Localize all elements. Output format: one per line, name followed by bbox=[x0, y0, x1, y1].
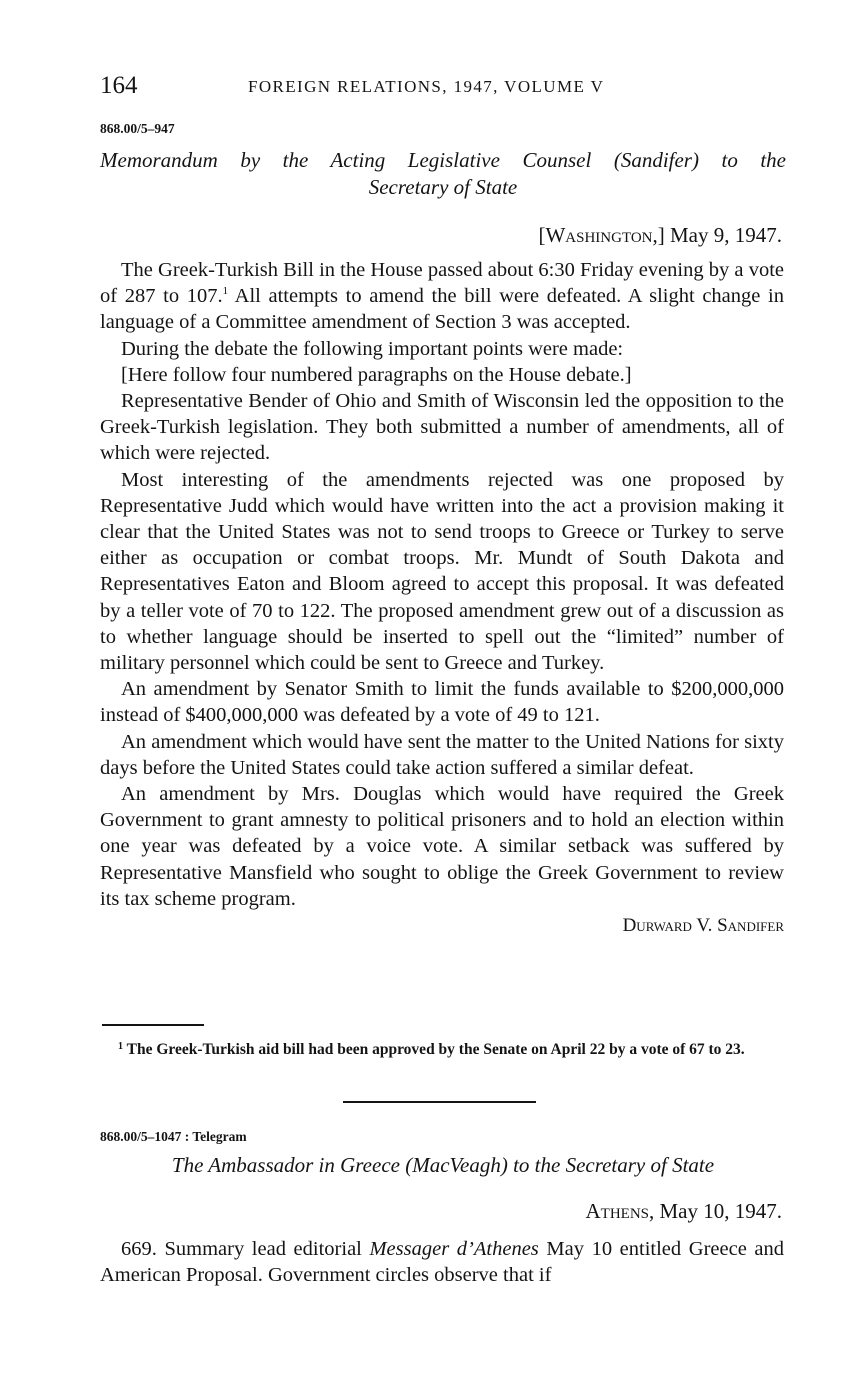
telegram-body bbox=[100, 1236, 784, 1288]
paragraph: An amendment which would have sent the matter to the United Nations for sixty days before the United States could take action suffered a similar defeat. bbox=[100, 730, 784, 779]
footnote-mark: 1 bbox=[118, 1041, 123, 1052]
file-reference: 868.00/5–1047 : Telegram bbox=[100, 1129, 247, 1144]
dateline-date: May 10, 1947. bbox=[659, 1199, 782, 1223]
dateline-date: May 9, 1947. bbox=[670, 223, 782, 247]
footnote-text: The Greek-Turkish aid bill had been approved by the Senate on April 22 by a vote of 67 to 23. bbox=[126, 1041, 745, 1058]
page-number: 164 bbox=[100, 72, 138, 99]
document-title bbox=[100, 147, 786, 201]
section-divider bbox=[343, 1101, 536, 1103]
document-title: The Ambassador in Greece (MacVeagh) to the Secretary of State bbox=[171, 1153, 715, 1177]
signature: Durward V. Sandifer bbox=[622, 915, 784, 937]
paragraph: An amendment by Senator Smith to limit the funds available to $200,000,000 instead of $400,000,000 was defeated by a vote of 49 to 121. bbox=[100, 678, 784, 727]
running-head: FOREIGN RELATIONS, 1947, VOLUME V bbox=[248, 77, 605, 96]
document-title-line-1: Memorandum by the Acting Legislative Counsel (Sandifer) to the bbox=[100, 148, 786, 172]
file-reference: 868.00/5–947 bbox=[100, 121, 175, 136]
footnote-divider bbox=[102, 1024, 204, 1026]
document-title-line-2: Secretary of State bbox=[368, 175, 518, 199]
page-header bbox=[100, 72, 790, 104]
paragraph: Most interesting of the amendments rejected was one proposed by Representative Judd which would have written into the act a provision making it clear that the United States was not to send troops to Greece or Turkey to serve either as occupation or combat troops. Mr. Mundt of South Dakota and Representatives Eaton and Bloom agreed to accept this proposal. It was defeated by a teller vote of 70 to 122. The proposed amendment grew out of a discussion as to whether language should be inserted to spell out the “limited” number of military personnel which could be sent to Greece and Turkey. bbox=[100, 468, 784, 675]
dateline-place: Athens, bbox=[585, 1199, 655, 1223]
paragraph: The Greek-Turkish Bill in the House passed about 6:30 Friday evening by a vote of 287 to 107.$^1$ All attempts to amend the bill were defeated. A slight change in language of a Committee amendment of Section 3 was accepted. bbox=[100, 259, 784, 334]
paragraph: Representative Bender of Ohio and Smith of Wisconsin led the opposition to the Greek-Turkish legislation. They both submitted a number of amendments, all of which were rejected. bbox=[100, 390, 784, 465]
paragraph: During the debate the following important points were made: bbox=[121, 337, 624, 360]
memorandum-body bbox=[100, 257, 784, 940]
dateline bbox=[538, 223, 782, 248]
editorial-note: [Here follow four numbered paragraphs on the House debate.] bbox=[121, 363, 632, 386]
footnote bbox=[100, 1037, 784, 1060]
dateline-place: [Washington,] bbox=[538, 223, 665, 247]
paragraph: 669. Summary lead editorial Messager d’Athenes May 10 entitled Greece and American Proposal. Government circles observe that if bbox=[100, 1238, 785, 1287]
footnote-reference: 1 bbox=[222, 285, 229, 298]
dateline bbox=[586, 1199, 783, 1224]
paragraph: An amendment by Mrs. Douglas which would have required the Greek Government to grant amnesty to political prisoners and to hold an election within one year was defeated by a voice vote. A similar setback was suffered by Representative Mansfield who sought to oblige the Greek Government to review its tax scheme program. bbox=[100, 783, 784, 910]
publication-title: Messager d’Athenes bbox=[369, 1238, 539, 1260]
